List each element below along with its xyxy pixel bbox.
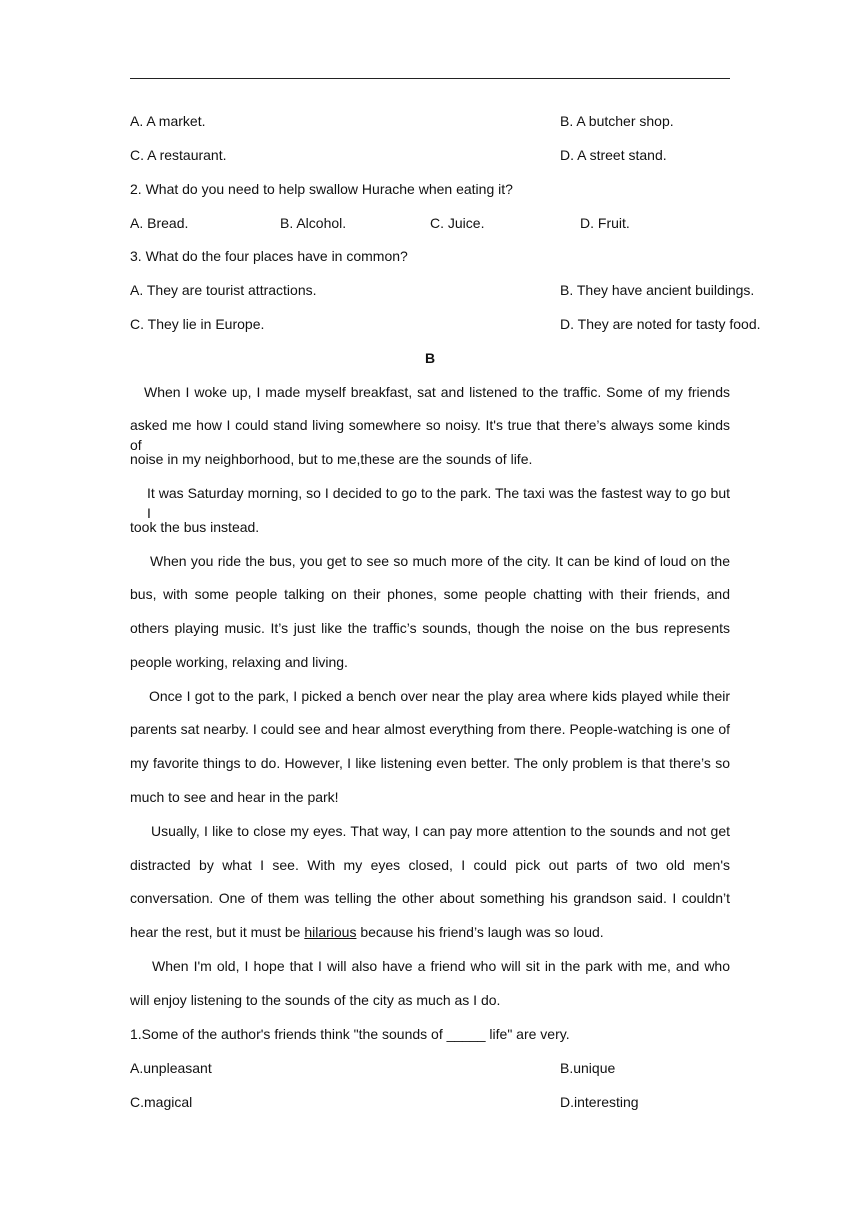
question-b1: 1.Some of the author's friends think "the sounds of _____ life" are very. [130, 1026, 570, 1042]
option-c: C.magical [130, 1094, 193, 1110]
option-b: B. A butcher shop. [560, 113, 674, 129]
passage-line [130, 922, 730, 942]
option-b: B. They have ancient buildings. [560, 282, 755, 298]
section-heading: B [424, 350, 436, 366]
option-c: C. A restaurant. [130, 147, 227, 163]
options-row [130, 1092, 730, 1112]
option-d: D. They are noted for tasty food. [560, 316, 761, 332]
option-d: D. A street stand. [560, 147, 667, 163]
passage-text: hear the rest, but it must be [130, 924, 305, 940]
options-row [130, 1058, 730, 1078]
underlined-word: hilarious [304, 924, 357, 940]
question-2: 2. What do you need to help swallow Hurache when eating it? [130, 181, 513, 197]
passage-line: It was Saturday morning, so I decided to go to the park. The taxi was the fastest way to go but I [147, 485, 730, 521]
passage-line: noise in my neighborhood, but to me,these are the sounds of life. [130, 451, 533, 467]
passage-line: When you ride the bus, you get to see so much more of the city. It can be kind of loud on the [150, 553, 730, 569]
passage-line: Usually, I like to close my eyes. That way, I can pay more attention to the sounds and not get [151, 823, 730, 839]
option-a: A. Bread. [130, 215, 189, 231]
option-b: B. Alcohol. [280, 215, 347, 231]
options-row [130, 314, 761, 334]
passage-line: much to see and hear in the park! [130, 789, 339, 805]
passage-line: others playing music. It’s just like the traffic’s sounds, though the noise on the bus represents [130, 620, 730, 636]
passage-line: parents sat nearby. I could see and hear almost everything from there. People-watching is one of [130, 721, 730, 737]
options-row [130, 111, 730, 131]
option-a: A.unpleasant [130, 1060, 212, 1076]
question-3: 3. What do the four places have in common? [130, 248, 408, 264]
passage-line: When I'm old, I hope that I will also have a friend who will sit in the park with me, and who [152, 958, 730, 974]
option-d: D. Fruit. [580, 215, 630, 231]
options-row [130, 280, 755, 300]
passage-line: people working, relaxing and living. [130, 654, 348, 670]
option-c: C. They lie in Europe. [130, 316, 265, 332]
passage-line: asked me how I could stand living somewhere so noisy. It's true that there’s always some kinds of [130, 417, 730, 453]
passage-line: Once I got to the park, I picked a bench over near the play area where kids played while their [149, 688, 730, 704]
passage-line: conversation. One of them was telling the other about something his grandson said. I couldn’t [130, 890, 730, 906]
header-rule [130, 78, 730, 79]
passage-line: took the bus instead. [130, 519, 260, 535]
option-a: A. A market. [130, 113, 206, 129]
passage-line: bus, with some people talking on their phones, some people chatting with their friends, and [130, 586, 730, 602]
passage-line: my favorite things to do. However, I like listening even better. The only problem is that there’s so [130, 755, 730, 771]
passage-line: will enjoy listening to the sounds of the city as much as I do. [130, 992, 501, 1008]
option-d: D.interesting [560, 1094, 639, 1110]
passage-line: distracted by what I see. With my eyes closed, I could pick out parts of two old men's [130, 857, 730, 873]
options-row [130, 145, 730, 165]
passage-text: because his friend’s laugh was so loud. [356, 924, 604, 940]
option-a: A. They are tourist attractions. [130, 282, 317, 298]
passage-line: When I woke up, I made myself breakfast, sat and listened to the traffic. Some of my friends [144, 384, 730, 400]
option-c: C. Juice. [430, 215, 485, 231]
options-row [130, 213, 730, 233]
option-b: B.unique [560, 1060, 616, 1076]
